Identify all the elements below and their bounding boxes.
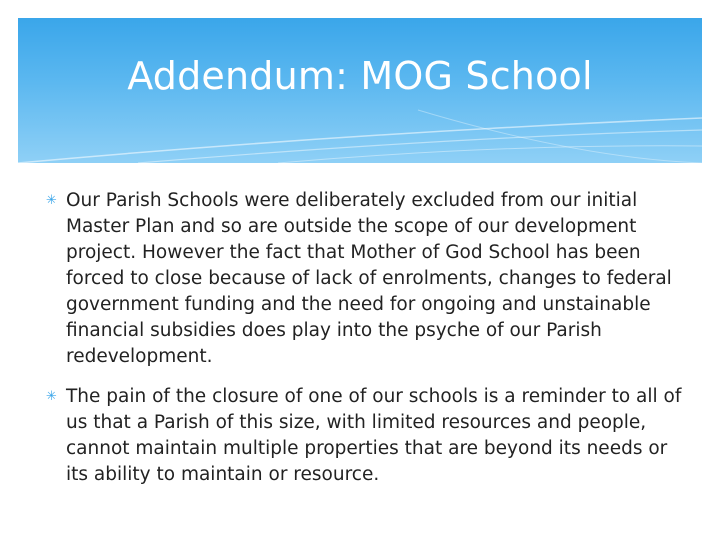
asterisk-bullet-icon: ✳ [46,389,57,404]
bullet-text: Our Parish Schools were deliberately excluded from our initial Master Plan and so are outside the scope of our development project. However the fact that Mother of God School has been forced to close because of lack of enrolments, changes to federal government funding and the need for ongoing and unstainable financial subsidies does play into the psyche of our Parish redevelopment. [66,190,672,367]
asterisk-bullet-icon: ✳ [46,193,57,208]
slide-body [46,188,686,502]
bullet-text: The pain of the closure of one of our schools is a reminder to all of us that a Parish of this size, with limited resources and people, cannot maintain multiple properties that are beyond its needs or its ability to maintain or resource. [66,386,682,485]
page-title: Addendum: MOG School [127,54,593,98]
bullet-item [46,384,686,488]
bullet-item [46,188,686,370]
